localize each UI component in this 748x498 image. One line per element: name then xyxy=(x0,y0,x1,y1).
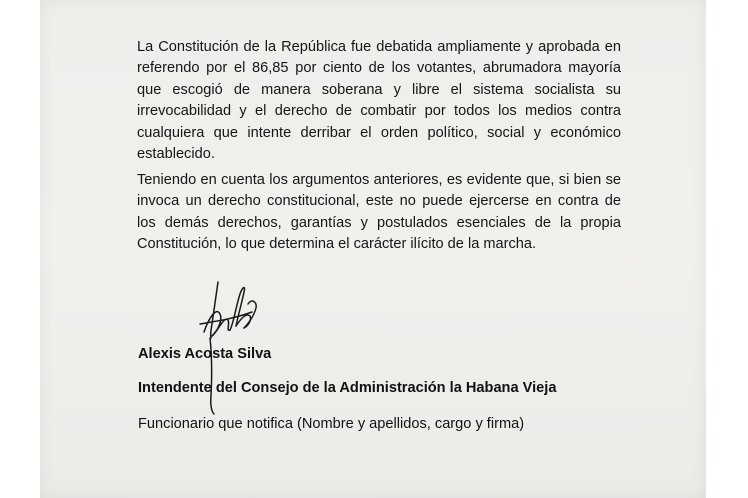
right-margin-background xyxy=(706,0,748,498)
signer-title: Intendente del Consejo de la Administración la Habana Vieja xyxy=(138,380,557,396)
body-paragraph-2: Teniendo en cuenta los argumentos anteriores, es evidente que, si bien se invoca un derecho constitucional, este no puede ejercerse en contra de los demás derechos, garantías y postulados esenciales de la propia Constitución, lo que determina el carácter ilícito de la marcha. xyxy=(137,172,621,253)
left-margin-background xyxy=(0,0,40,498)
signer-name: Alexis Acosta Silva xyxy=(138,346,272,362)
body-paragraph-1: La Constitución de la República fue debatida ampliamente y aprobada en referendo por el 86,85 por ciento de los votantes, abrumadora mayoría que escogió de manera soberana y libre el sistema socialista su irrevocabilidad y el derecho de combatir por todos los medios contra cualquiera que intente derribar el orden político, social y económico establecido. xyxy=(137,39,621,163)
form-caption: Funcionario que notifica (Nombre y apellidos, cargo y firma) xyxy=(138,416,525,432)
